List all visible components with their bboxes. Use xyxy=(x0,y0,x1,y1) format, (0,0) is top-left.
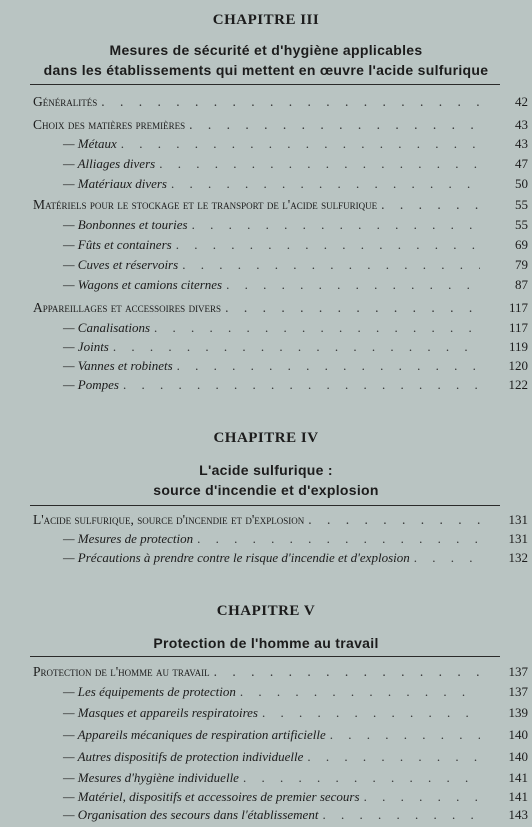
dot-leader xyxy=(197,531,480,547)
toc-section-generalites xyxy=(33,94,528,112)
toc-section-protection xyxy=(33,664,528,682)
section-label: L'acide sulfurique, source d'incendie et d'explosion xyxy=(33,512,305,527)
page-number: 119 xyxy=(508,339,528,354)
item-label: — Mesures d'hygiène individuelle xyxy=(63,770,239,785)
dot-leader xyxy=(123,377,480,393)
toc-item xyxy=(63,531,528,549)
item-label: — Canalisations xyxy=(63,320,151,335)
dot-leader xyxy=(189,117,480,133)
dot-leader xyxy=(182,257,480,273)
page-number: 131 xyxy=(508,512,528,527)
dot-leader xyxy=(214,664,480,680)
page-number: 143 xyxy=(508,807,528,822)
dot-leader xyxy=(192,217,480,233)
item-label: — Les équipements de protection xyxy=(63,684,236,699)
chapter-3-rule xyxy=(30,84,500,85)
item-label: — Organisation des secours dans l'établissement xyxy=(63,807,319,822)
page-number: 120 xyxy=(508,358,528,373)
dot-leader xyxy=(307,749,480,765)
page-number: 131 xyxy=(508,531,528,546)
item-label: — Wagons et camions citernes xyxy=(63,277,223,292)
item-label: — Bonbonnes et touries xyxy=(63,217,188,232)
chapter-4-rule xyxy=(30,505,500,506)
item-label: — Fûts et containers xyxy=(63,237,172,252)
toc-item xyxy=(63,156,528,174)
page-number: 140 xyxy=(508,727,528,742)
toc-item xyxy=(63,217,528,235)
page-number: 55 xyxy=(515,217,528,232)
dot-leader xyxy=(240,684,480,700)
item-label: — Mesures de protection xyxy=(63,531,194,546)
dot-leader xyxy=(322,807,480,823)
page-number: 140 xyxy=(508,749,528,764)
chapter-3-label: CHAPITRE III xyxy=(212,12,320,28)
dot-leader xyxy=(308,512,480,528)
toc-section-materiels xyxy=(33,197,528,215)
dot-leader xyxy=(225,300,480,316)
item-label: — Appareils mécaniques de respiration artificielle xyxy=(63,727,326,742)
item-label: — Matériel, dispositifs et accessoires de premier secours xyxy=(63,789,360,804)
page-number: 122 xyxy=(508,377,528,392)
item-label: — Pompes xyxy=(63,377,119,392)
page-number: 139 xyxy=(508,705,528,720)
page-number: 55 xyxy=(515,197,528,212)
toc-item xyxy=(63,277,528,295)
chapter-4-title-line-1: L'acide sulfurique : xyxy=(199,462,333,478)
item-label: — Alliages divers xyxy=(63,156,156,171)
item-label: — Matériaux divers xyxy=(63,176,167,191)
section-label: Appareillages et accessoires divers xyxy=(33,300,222,315)
toc-item xyxy=(63,257,528,275)
page-number: 50 xyxy=(515,176,528,191)
dot-leader xyxy=(159,156,480,172)
item-label: — Masques et appareils respiratoires xyxy=(63,705,258,720)
dot-leader xyxy=(176,237,480,253)
dot-leader xyxy=(381,197,480,213)
toc-item xyxy=(63,377,528,395)
page-number: 117 xyxy=(508,300,528,315)
page-number: 117 xyxy=(508,320,528,335)
section-label: Généralités xyxy=(33,94,98,109)
toc-item xyxy=(63,684,528,702)
item-label: — Cuves et réservoirs xyxy=(63,257,179,272)
toc-item xyxy=(63,550,528,568)
section-label: Matériels pour le stockage et le transport de l'acide sulfurique xyxy=(33,197,378,212)
chapter-4-label: CHAPITRE IV xyxy=(213,430,319,446)
chapter-3-title-line-2: dans les établissements qui mettent en œuvre l'acide sulfurique xyxy=(43,62,489,78)
dot-leader xyxy=(113,339,480,355)
dot-leader xyxy=(414,550,480,566)
toc-item xyxy=(63,339,528,357)
chapter-5-label: CHAPITRE V xyxy=(216,603,316,619)
page-number: 132 xyxy=(508,550,528,565)
page-number: 43 xyxy=(515,136,528,151)
dot-leader xyxy=(171,176,480,192)
toc-item xyxy=(63,727,528,745)
page-number: 137 xyxy=(508,684,528,699)
dot-leader xyxy=(101,94,480,110)
toc-item xyxy=(63,358,528,376)
page-number: 47 xyxy=(515,156,528,171)
chapter-3-title-line-1: Mesures de sécurité et d'hygiène applicables xyxy=(109,42,423,58)
section-label: Choix des matières premières xyxy=(33,117,186,132)
page-number: 141 xyxy=(508,789,528,804)
page-number: 141 xyxy=(508,770,528,785)
toc-item xyxy=(63,749,528,767)
chapter-5-rule xyxy=(30,656,500,657)
toc-section-acide xyxy=(33,512,528,530)
toc-section-choix xyxy=(33,117,528,135)
dot-leader xyxy=(154,320,480,336)
item-label: — Vannes et robinets xyxy=(63,358,173,373)
toc-item xyxy=(63,770,528,788)
toc-item xyxy=(63,237,528,255)
item-label: — Autres dispositifs de protection individuelle xyxy=(63,749,304,764)
dot-leader xyxy=(226,277,480,293)
item-label: — Joints xyxy=(63,339,109,354)
dot-leader xyxy=(364,789,480,805)
toc-item xyxy=(63,320,528,338)
page-number: 42 xyxy=(515,94,528,109)
toc-item xyxy=(63,176,528,194)
toc-item xyxy=(63,807,528,825)
dot-leader xyxy=(243,770,480,786)
chapter-4-title-line-2: source d'incendie et d'explosion xyxy=(153,482,379,498)
page-number: 87 xyxy=(515,277,528,292)
dot-leader xyxy=(177,358,480,374)
toc-item xyxy=(63,705,528,723)
dot-leader xyxy=(330,727,480,743)
page-number: 69 xyxy=(515,237,528,252)
dot-leader xyxy=(121,136,480,152)
toc-section-appareillages xyxy=(33,300,528,318)
page-number: 79 xyxy=(515,257,528,272)
toc-item xyxy=(63,136,528,154)
section-label: Protection de l'homme au travail xyxy=(33,664,210,679)
toc-item xyxy=(63,789,528,807)
dot-leader xyxy=(262,705,480,721)
chapter-5-title-line-1: Protection de l'homme au travail xyxy=(153,635,379,651)
item-label: — Métaux xyxy=(63,136,117,151)
item-label: — Précautions à prendre contre le risque d'incendie et d'explosion xyxy=(63,550,410,565)
page-number: 43 xyxy=(515,117,528,132)
page-number: 137 xyxy=(508,664,528,679)
